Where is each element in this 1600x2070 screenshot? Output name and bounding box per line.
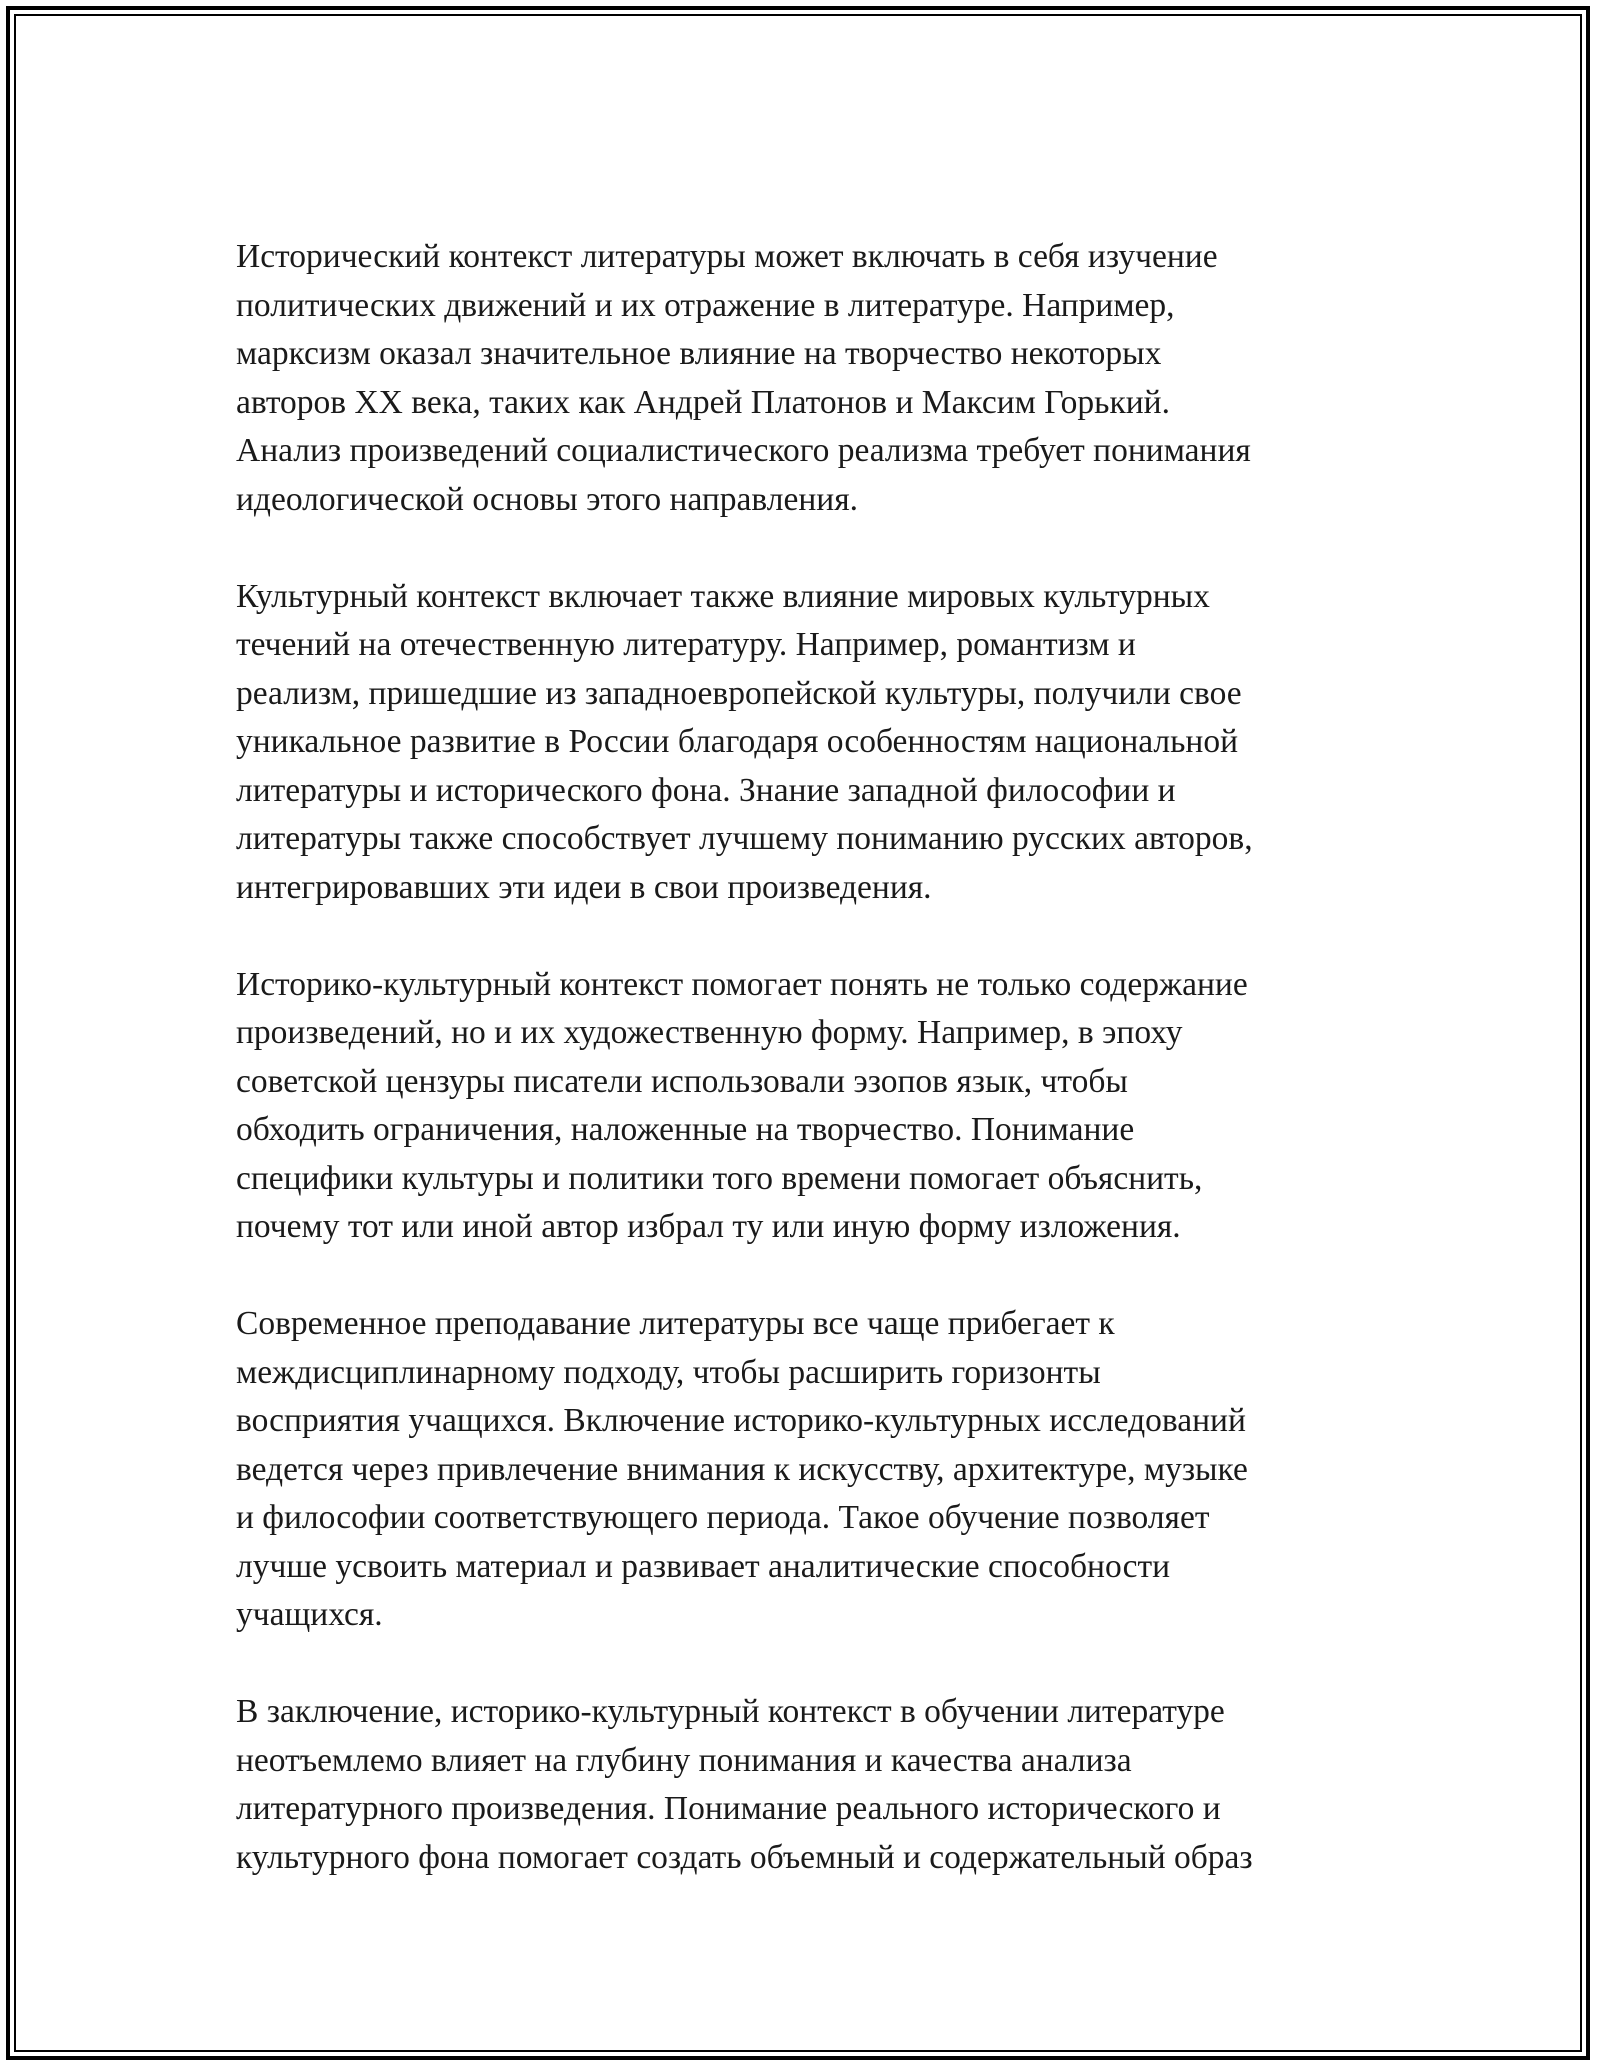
paragraph-artistic-form: Историко-культурный контекст помогает понять не только содержание произведений, но и их художественную форму. Например, в эпоху советской цензуры писатели использовали эзопов язык, чтобы обходить ограничения, наложенные на творчество. Понимание специфики культуры и политики того времени помогает объяснить, почему тот или иной автор избрал ту или иную форму изложения. (236, 965, 1248, 1245)
paragraph-cultural-context: Культурный контекст включает также влияние мировых культурных течений на отечественную литературу. Например, романтизм и реализм, пришедшие из западноевропейской культуры, получили свое уникальное развитие в России благодаря особенностям национальной литературы и исторического фона. Знание западной философии и литературы также способствует лучшему пониманию русских авторов, интегрировавших эти идеи в свои произведения. (236, 577, 1253, 906)
paragraph-conclusion: В заключение, историко-культурный контекст в обучении литературе неотъемлемо влияет на глубину понимания и качества анализа литературного произведения. Понимание реального исторического и культурного фона помогает создать объемный и содержательный образ (236, 1693, 1253, 1876)
document-body (236, 233, 1396, 1931)
paragraph-modern-teaching: Современное преподавание литературы все чаще прибегает к междисциплинарному подходу, чтобы расширить горизонты восприятия учащихся. Включение историко-культурных исследований ведется через привлечение внимания к искусству, архитектуре, музыке и философии соответствующего периода. Такое обучение позволяет лучше усвоить материал и развивает аналитические способности учащихся. (236, 1305, 1248, 1633)
paragraph-historical-context: Исторический контекст литературы может включать в себя изучение политических движений и их отражение в литературе. Например, марксизм оказал значительное влияние на творчество некоторых авторов XX века, таких как Андрей Платонов и Максим Горький. Анализ произведений социалистического реализма требует понимания идеологической основы этого направления. (236, 238, 1251, 518)
